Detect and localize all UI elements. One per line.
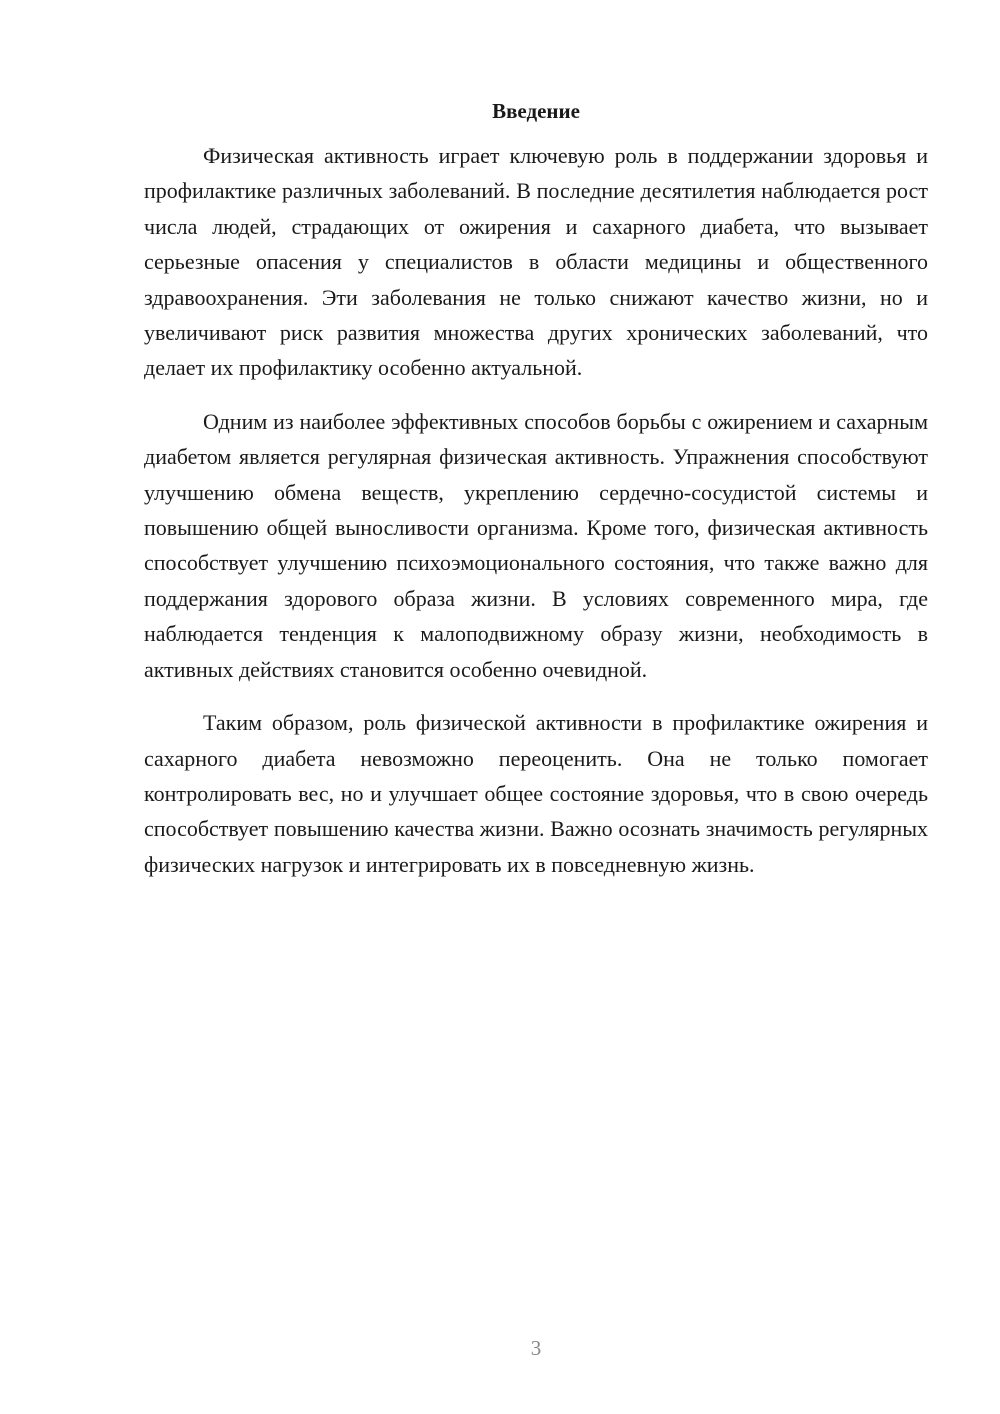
paragraph-2: Одним из наиболее эффективных способов борьбы с ожирением и сахарным диабетом является регулярная физическая активность. Упражнения способствуют улучшению обмена веществ, укреплению сердечно-сосудистой системы и повышению общей выносливости организма. Кроме того, физическая активность способствует улучшению психоэмоционального состояния, что также важно для поддержания здорового образа жизни. В условиях современного мира, где наблюдается тенденция к малоподвижному образу жизни, необходимость в активных действиях становится особенно очевидной. <box>144 408 928 682</box>
paragraph-1: Физическая активность играет ключевую роль в поддержании здоровья и профилактике различных заболеваний. В последние десятилетия наблюдается рост числа людей, страдающих от ожирения и сахарного диабета, что вызывает серьезные опасения у специалистов в области медицины и общественного здравоохранения. Эти заболевания не только снижают качество жизни, но и увеличивают риск развития множества других хронических заболеваний, что делает их профилактику особенно актуальной. <box>144 143 928 381</box>
section-heading: Введение <box>492 99 580 123</box>
page-content <box>144 96 928 900</box>
page-number: 3 <box>530 1336 542 1360</box>
paragraph-3: Таким образом, роль физической активности в профилактике ожирения и сахарного диабета невозможно переоценить. Она не только помогает контролировать вес, но и улучшает общее состояние здоровья, что в свою очередь способствует повышению качества жизни. Важно осознать значимость регулярных физических нагрузок и интегрировать их в повседневную жизнь. <box>144 710 928 877</box>
